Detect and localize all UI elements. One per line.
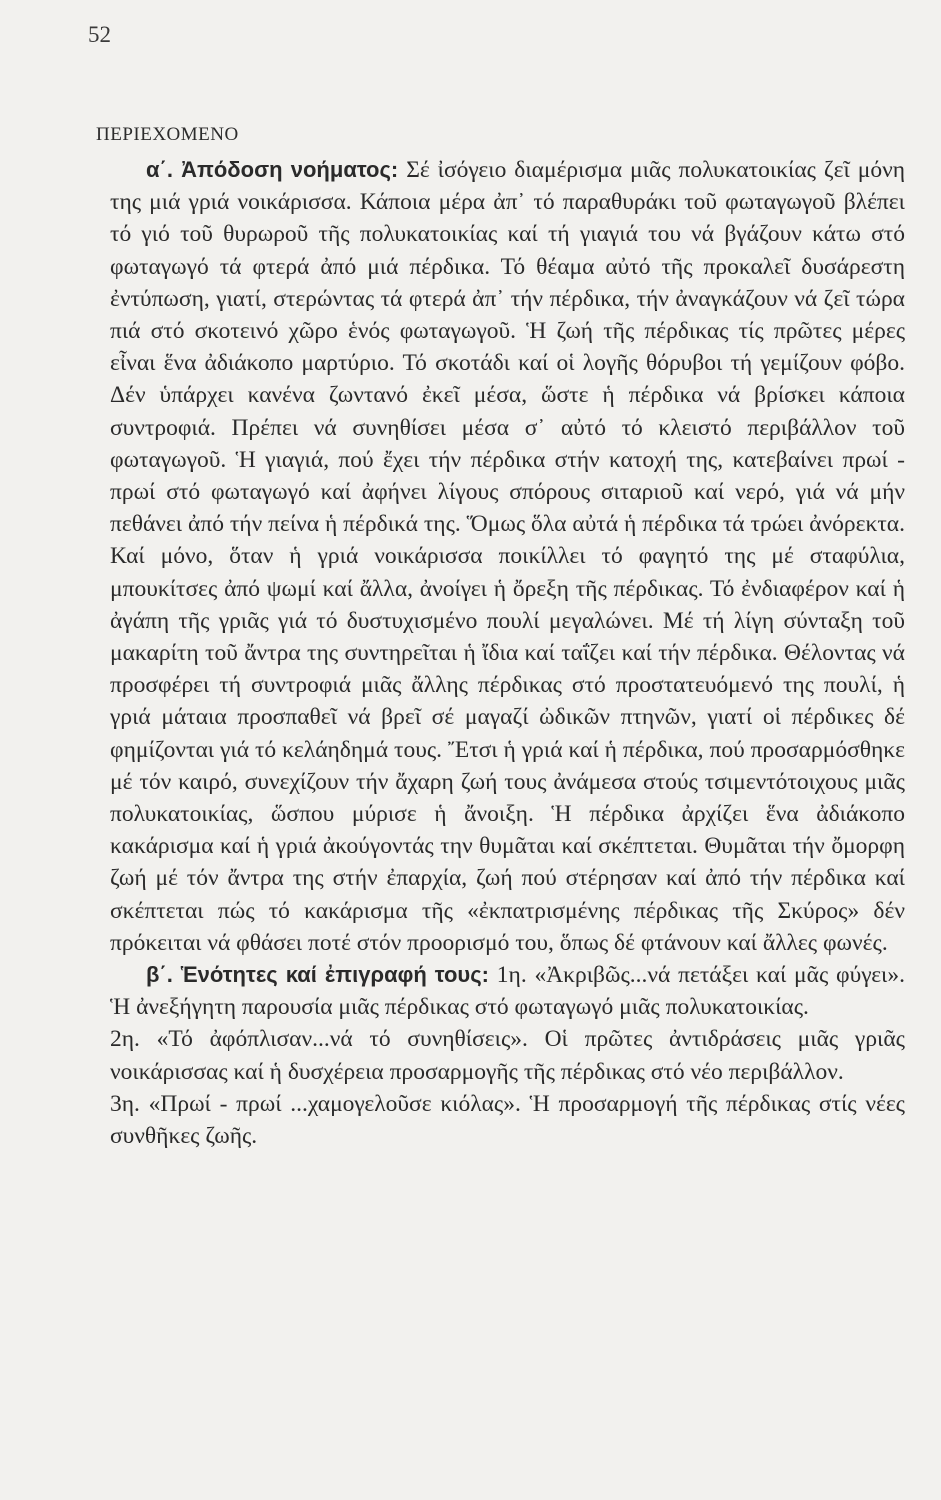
body-text <box>110 154 905 1152</box>
summary-lead: α΄. Ἀπόδοση νοήματος: <box>146 157 399 182</box>
summary-text: Σέ ἰσόγειο διαμέρισμα μιᾶς πολυκατοικίας ζεῖ μόνη της μιά γριά νοικάρισσα. Κάποια μέρα ἀπ᾽ τό παραθυράκι τοῦ φωταγωγοῦ βλέπει τό γιό τοῦ θυρωροῦ τῆς πολυκατοικίας καί τή γιαγιά του νά βγάζουν κάτω στό φωταγωγό τά φτερά ἀπό μιά πέρδικα. Τό θέαμα αὐτό τῆς προκαλεῖ δυσάρεστη ἐντύπωση, γιατί, στερώντας τά φτερά ἀπ᾽ τήν πέρδικα, τήν ἀναγκάζουν νά ζεῖ τώρα πιά στό σκοτεινό χῶρο ἑνός φωταγωγοῦ. Ἡ ζωή τῆς πέρδικας τίς πρῶτες μέρες εἶναι ἕνα ἀδιάκοπο μαρτύριο. Τό σκοτάδι καί οἱ λογῆς θόρυβοι τή γεμίζουν φόβο. Δέν ὑπάρχει κανένα ζωντανό ἐκεῖ μέσα, ὥστε ἡ πέρδικα νά βρίσκει κάποια συντροφιά. Πρέπει νά συνηθίσει μέσα σ᾽ αὐτό τό κλειστό περιβάλλον τοῦ φωταγωγοῦ. Ἡ γιαγιά, πού ἔχει τήν πέρδικα στήν κατοχή της, κατεβαίνει πρωί - πρωί στό φωταγωγό καί ἀφήνει λίγους σπόρους σιταριοῦ καί νερό, γιά νά μήν πεθάνει ἀπό τήν πείνα ἡ πέρδικά της. Ὅμως ὅλα αὐτά ἡ πέρδικα τά τρώει ἀνόρεκτα. Καί μόνο, ὅταν ἡ γριά νοικάρισσα ποικίλλει τό φαγητό της μέ σταφύλια, μπουκίτσες ἀπό ψωμί καί ἄλλα, ἀνοίγει ἡ ὄρεξη τῆς πέρδικας. Τό ἐνδιαφέρον καί ἡ ἀγάπη τῆς γριᾶς γιά τό δυστυχισμένο πουλί μεγαλώνει. Μέ τή λίγη σύνταξη τοῦ μακαρίτη τοῦ ἄντρα της συντηρεῖται ἡ ἴδια καί ταΐζει καί τήν πέρδικα. Θέλοντας νά προσφέρει τή συντροφιά μιᾶς ἄλλης πέρδικας στό προστατευόμενό της πουλί, ἡ γριά μάταια προσπαθεῖ νά βρεῖ σέ μαγαζί ὠδικῶν πτηνῶν, γιατί οἱ πέρδικες δέ φημίζονται γιά τό κελάηδημά τους. Ἔτσι ἡ γριά καί ἡ πέρδικα, πού προσαρμόσθηκε μέ τόν καιρό, συνεχίζουν τήν ἄχαρη ζωή τους ἀνάμεσα στούς τσιμεντότοιχους μιᾶς πολυκατοικίας, ὥσπου μύρισε ἡ ἄνοιξη. Ἡ πέρδικα ἀρχίζει ἕνα ἀδιάκοπο κακάρισμα καί ἡ γριά ἀκούγοντάς την θυμᾶται καί σκέπτεται. Θυμᾶται τήν ὄμορφη ζωή μέ τόν ἄντρα της στήν ἐπαρχία, ζωή πού στέρησαν καί ἀπό τήν πέρδικα καί σκέπτεται πώς τό κακάρισμα τῆς «ἐκπατρισμένης πέρδικας τῆς Σκύρος» δέν πρόκειται νά φθάσει ποτέ στόν προορισμό του, ὅπως δέ φτάνουν καί ἄλλες φωνές. <box>110 157 905 956</box>
sections-paragraph <box>110 959 905 1023</box>
section-heading: ΠΕΡΙΕΧΟΜΕΝΟ <box>96 124 239 145</box>
section-item-1: 1η. «Ἀκριβῶς...νά πετάξει καί μᾶς φύγει». Ἡ ἀνεξήγητη παρουσία μιᾶς πέρδικας στό φωταγωγό μιᾶς πολυκατοικίας. <box>110 962 906 1021</box>
sections-lead: β΄. Ἑνότητες καί ἐπιγραφή τους: <box>146 962 490 988</box>
summary-paragraph <box>110 154 905 959</box>
section-item-2-paragraph <box>110 1023 905 1087</box>
section-item-3: 3η. «Πρωί - πρωί ...χαμογελοῦσε κιόλας». Ἡ προσαρμογή τῆς πέρδικας στίς νέες συνθῆκες ζωῆς. <box>110 1090 905 1150</box>
section-item-3-paragraph <box>110 1088 905 1152</box>
section-item-2: 2η. «Τό ἀφόπλισαν...νά τό συνηθίσεις». Οἱ πρῶτες ἀντιδράσεις μιᾶς γριᾶς νοικάρισσας καί ἡ δυσχέρεια προσαρμογῆς τῆς πέρδικας στό νέο περιβάλλον. <box>110 1026 905 1085</box>
page-number: 52 <box>88 22 111 47</box>
